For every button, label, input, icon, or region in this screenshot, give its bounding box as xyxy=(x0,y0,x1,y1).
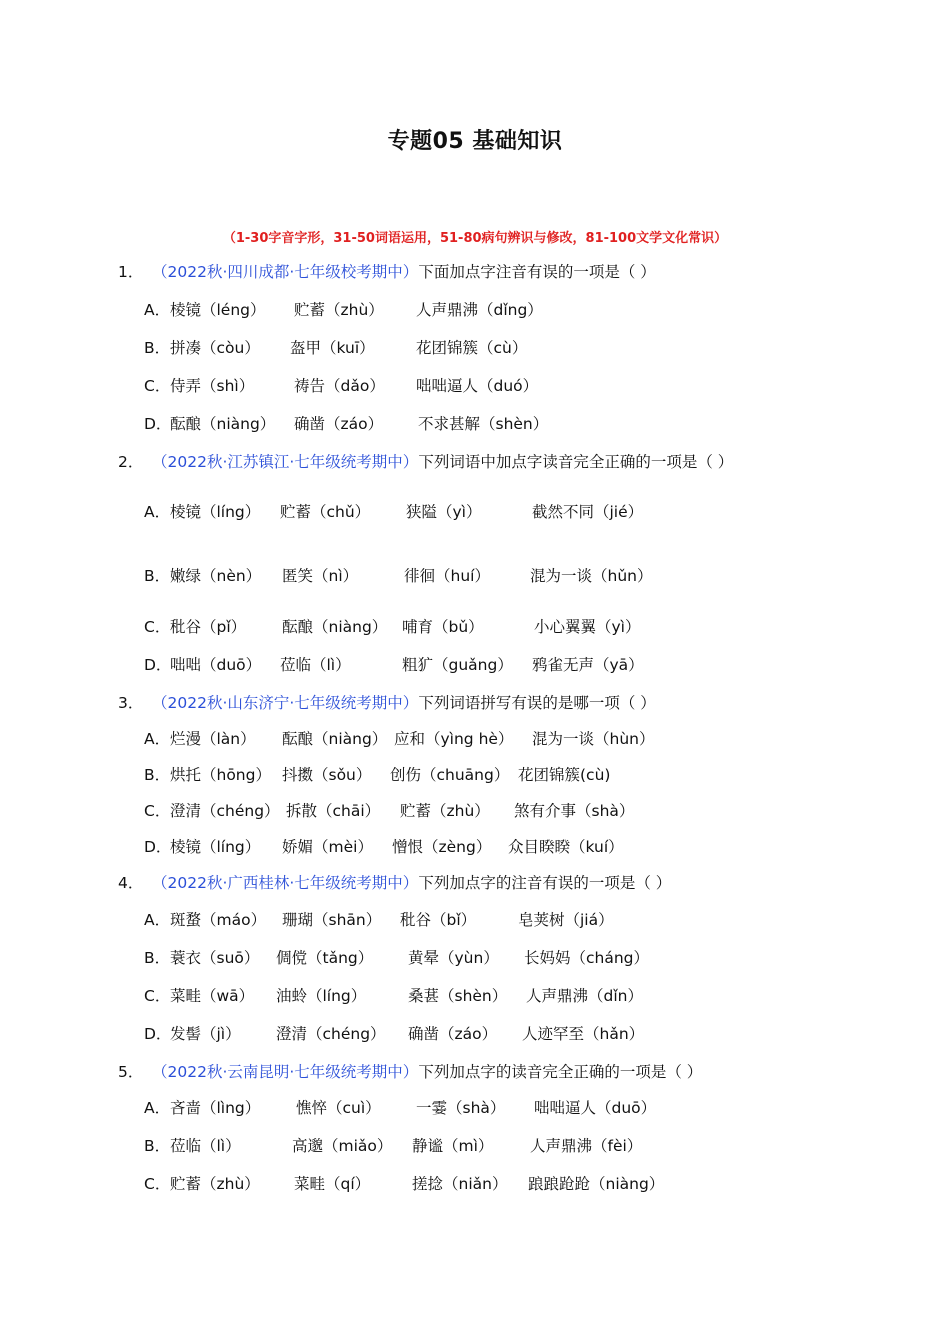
option-item: 人声鼎沸（dǐng） xyxy=(416,301,543,319)
option-item: 咄咄逼人（duó） xyxy=(416,377,539,395)
option-item: 黄晕（yùn） xyxy=(408,949,499,967)
option-item: 人迹罕至（hǎn） xyxy=(522,1025,645,1043)
option-item: 憎恨（zèng） xyxy=(392,838,492,856)
option-item: 嫩绿（nèn） xyxy=(170,567,262,585)
option-item: 高邈（miǎo） xyxy=(292,1137,393,1155)
page-title: 专题05 基础知识 xyxy=(387,129,563,154)
option-item: 贮蓄（zhù） xyxy=(294,301,384,319)
option-item: 珊瑚（shān） xyxy=(282,911,382,929)
option-item: 烘托（hōng） xyxy=(170,766,271,784)
option-label: A． xyxy=(144,730,171,748)
option-item: 小心翼翼（yì） xyxy=(534,618,641,636)
option-item: 秕谷（bǐ） xyxy=(400,911,477,929)
option-label: A． xyxy=(144,1099,171,1117)
question-number: 1． xyxy=(118,263,144,281)
option-item: 酝酿（niàng） xyxy=(282,730,388,748)
option-item: 憔悴（cuì） xyxy=(296,1099,381,1117)
option-label: B． xyxy=(144,949,171,967)
question-stem: 下列加点字的注音有误的一项是（ ） xyxy=(418,874,672,892)
option-item: 酝酿（niàng） xyxy=(170,415,276,433)
option-item: 拆散（chāi） xyxy=(286,802,381,820)
option-item: 娇媚（mèi） xyxy=(282,838,373,856)
option-item: 烂漫（làn） xyxy=(170,730,256,748)
option-item: 粗犷（guǎng） xyxy=(402,656,513,674)
option-label: B． xyxy=(144,567,171,585)
question-4 xyxy=(118,871,671,893)
option-item: 静谧（mì） xyxy=(412,1137,494,1155)
option-item: 倜傥（tǎng） xyxy=(276,949,374,967)
option-item: 贮蓄（zhù） xyxy=(170,1175,260,1193)
option-item: 拼凑（còu） xyxy=(170,339,260,357)
option-label: D． xyxy=(144,656,172,674)
option-item: 鸦雀无声（yā） xyxy=(532,656,644,674)
option-item: 人声鼎沸（fèi） xyxy=(530,1137,643,1155)
option-item: 莅临（lì） xyxy=(170,1137,241,1155)
option-item: 确凿（záo） xyxy=(408,1025,498,1043)
question-source: （2022秋·山东济宁·七年级统考期中） xyxy=(152,694,419,712)
option-item: 咄咄逼人（duō） xyxy=(534,1099,657,1117)
question-5 xyxy=(118,1060,702,1082)
option-item: 吝啬（lìng） xyxy=(170,1099,261,1117)
question-3 xyxy=(118,691,656,713)
option-item: 澄清（chéng） xyxy=(170,802,280,820)
question-stem: 下列词语拼写有误的是哪一项（ ） xyxy=(418,694,656,712)
option-item: 抖擞（sǒu） xyxy=(282,766,372,784)
question-source: （2022秋·广西桂林·七年级统考期中） xyxy=(152,874,419,892)
option-item: 徘徊（huí） xyxy=(404,567,490,585)
option-item: 煞有介事（shà） xyxy=(514,802,635,820)
option-item: 贮蓄（zhù） xyxy=(400,802,490,820)
option-item: 截然不同（jié） xyxy=(532,503,644,521)
option-item: 确凿（záo） xyxy=(294,415,384,433)
option-label: C． xyxy=(144,987,171,1005)
option-label: B． xyxy=(144,339,171,357)
option-item: 长妈妈（cháng） xyxy=(524,949,650,967)
option-label: C． xyxy=(144,618,171,636)
option-item: 菜畦（qí） xyxy=(294,1175,371,1193)
option-item: 花团锦簇（cù） xyxy=(416,339,528,357)
option-label: D． xyxy=(144,1025,172,1043)
option-item: 发髻（jì） xyxy=(170,1025,241,1043)
option-label: A． xyxy=(144,503,171,521)
option-item: 花团锦簇(cù) xyxy=(518,766,611,784)
option-item: 众目睽睽（kuí） xyxy=(508,838,624,856)
option-item: 澄清（chéng） xyxy=(276,1025,386,1043)
option-item: 狭隘（yì） xyxy=(406,503,482,521)
option-item: 贮蓄（chǔ） xyxy=(280,503,371,521)
option-item: 咄咄（duō） xyxy=(170,656,262,674)
option-item: 人声鼎沸（dǐn） xyxy=(526,987,643,1005)
option-item: 棱镜（líng） xyxy=(170,838,261,856)
question-source: （2022秋·四川成都·七年级校考期中） xyxy=(152,263,419,281)
option-label: D． xyxy=(144,838,172,856)
question-number: 4． xyxy=(118,874,144,892)
scope-note: （1-30字音字形，31-50词语运用，51-80病句辨识与修改，81-100文学文化常识） xyxy=(222,231,728,246)
option-item: 皂荚树（jiá） xyxy=(518,911,614,929)
option-label: C． xyxy=(144,802,171,820)
option-item: 桑葚（shèn） xyxy=(408,987,508,1005)
question-stem: 下列词语中加点字读音完全正确的一项是（ ） xyxy=(418,453,734,471)
option-item: 创伤（chuāng） xyxy=(390,766,510,784)
option-item: 混为一谈（hùn） xyxy=(532,730,655,748)
option-item: 菜畦（wā） xyxy=(170,987,255,1005)
option-item: 斑蝥（máo） xyxy=(170,911,267,929)
option-item: 搓捻（niǎn） xyxy=(412,1175,508,1193)
option-item: 一霎（shà） xyxy=(416,1099,506,1117)
question-stem: 下列加点字的读音完全正确的一项是（ ） xyxy=(418,1063,703,1081)
option-label: B． xyxy=(144,1137,171,1155)
option-item: 棱镜（líng） xyxy=(170,503,261,521)
question-number: 3． xyxy=(118,694,144,712)
question-source: （2022秋·云南昆明·七年级统考期中） xyxy=(152,1063,419,1081)
option-item: 蓑衣（suō） xyxy=(170,949,260,967)
option-item: 哺育（bǔ） xyxy=(402,618,484,636)
option-item: 踉踉跄跄（niàng） xyxy=(528,1175,665,1193)
option-item: 秕谷（pǐ） xyxy=(170,618,247,636)
option-label: A． xyxy=(144,301,171,319)
option-label: D． xyxy=(144,415,172,433)
question-1 xyxy=(118,260,656,282)
option-item: 侍弄（shì） xyxy=(170,377,255,395)
option-item: 祷告（dǎo） xyxy=(294,377,385,395)
option-item: 不求甚解（shèn） xyxy=(418,415,549,433)
option-item: 应和（yìng hè） xyxy=(394,730,514,748)
option-item: 莅临（lì） xyxy=(280,656,351,674)
question-source: （2022秋·江苏镇江·七年级统考期中） xyxy=(152,453,419,471)
question-number: 5． xyxy=(118,1063,144,1081)
option-item: 匿笑（nì） xyxy=(282,567,359,585)
question-2 xyxy=(118,450,733,472)
option-item: 混为一谈（hǔn） xyxy=(530,567,653,585)
option-item: 油蛉（líng） xyxy=(276,987,367,1005)
option-label: B． xyxy=(144,766,171,784)
question-number: 2． xyxy=(118,453,144,471)
option-item: 棱镜（léng） xyxy=(170,301,266,319)
option-label: A． xyxy=(144,911,171,929)
question-stem: 下面加点字注音有误的一项是（ ） xyxy=(418,263,656,281)
option-label: C． xyxy=(144,377,171,395)
option-item: 酝酿（niàng） xyxy=(282,618,388,636)
option-label: C． xyxy=(144,1175,171,1193)
option-item: 盔甲（kuī） xyxy=(290,339,375,357)
